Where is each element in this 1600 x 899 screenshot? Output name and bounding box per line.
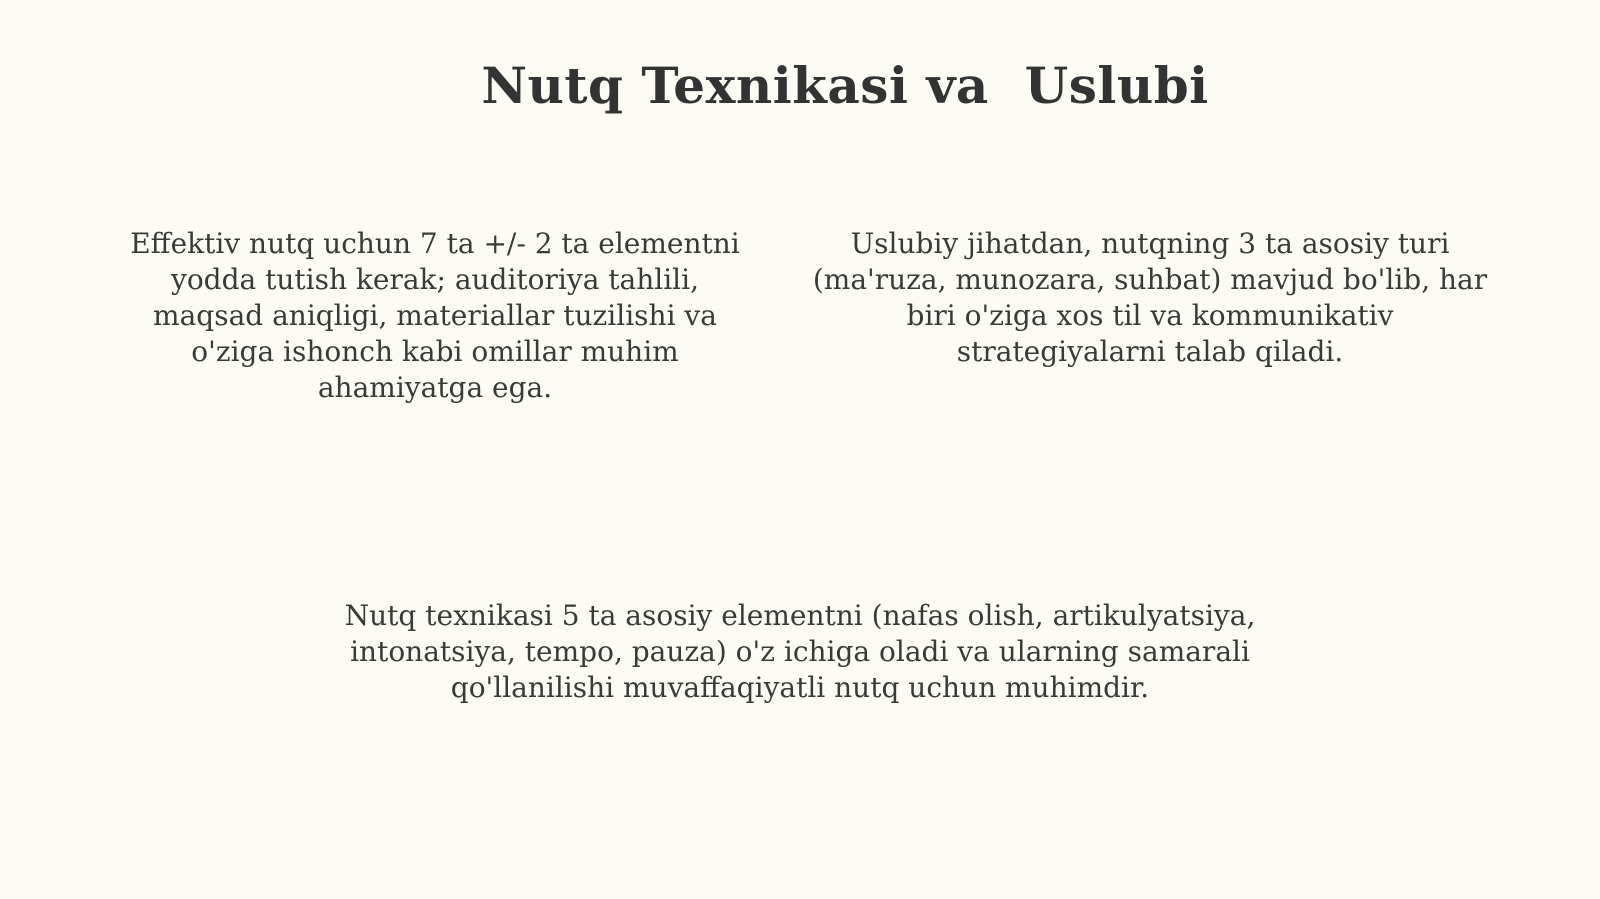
paragraph-speech-technique: Nutq texnikasi 5 ta asosiy elementni (nafas olish, artikulyatsiya, intonatsiya, tempo, pauza) o'z ichiga oladi va ularning samarali qo'llanilishi muvaffaqiyatli nutq uchun muhimdir.: [344, 599, 1256, 704]
paragraph-effective-speech: Effektiv nutq uchun 7 ta +/- 2 ta elementni yodda tutish kerak; auditoriya tahlili, maqsad aniqligi, materiallar tuzilishi va o'ziga ishonch kabi omillar muhim ahamiyatga ega.: [130, 227, 740, 404]
paragraph-speech-styles: Uslubiy jihatdan, nutqning 3 ta asosiy turi (ma'ruza, munozara, suhbat) mavjud bo'lib, har biri o'ziga xos til va kommunikativ strategiyalarni talab qiladi.: [812, 227, 1488, 368]
slide-title: Nutq Texnikasi va Uslubi: [481, 56, 1209, 115]
